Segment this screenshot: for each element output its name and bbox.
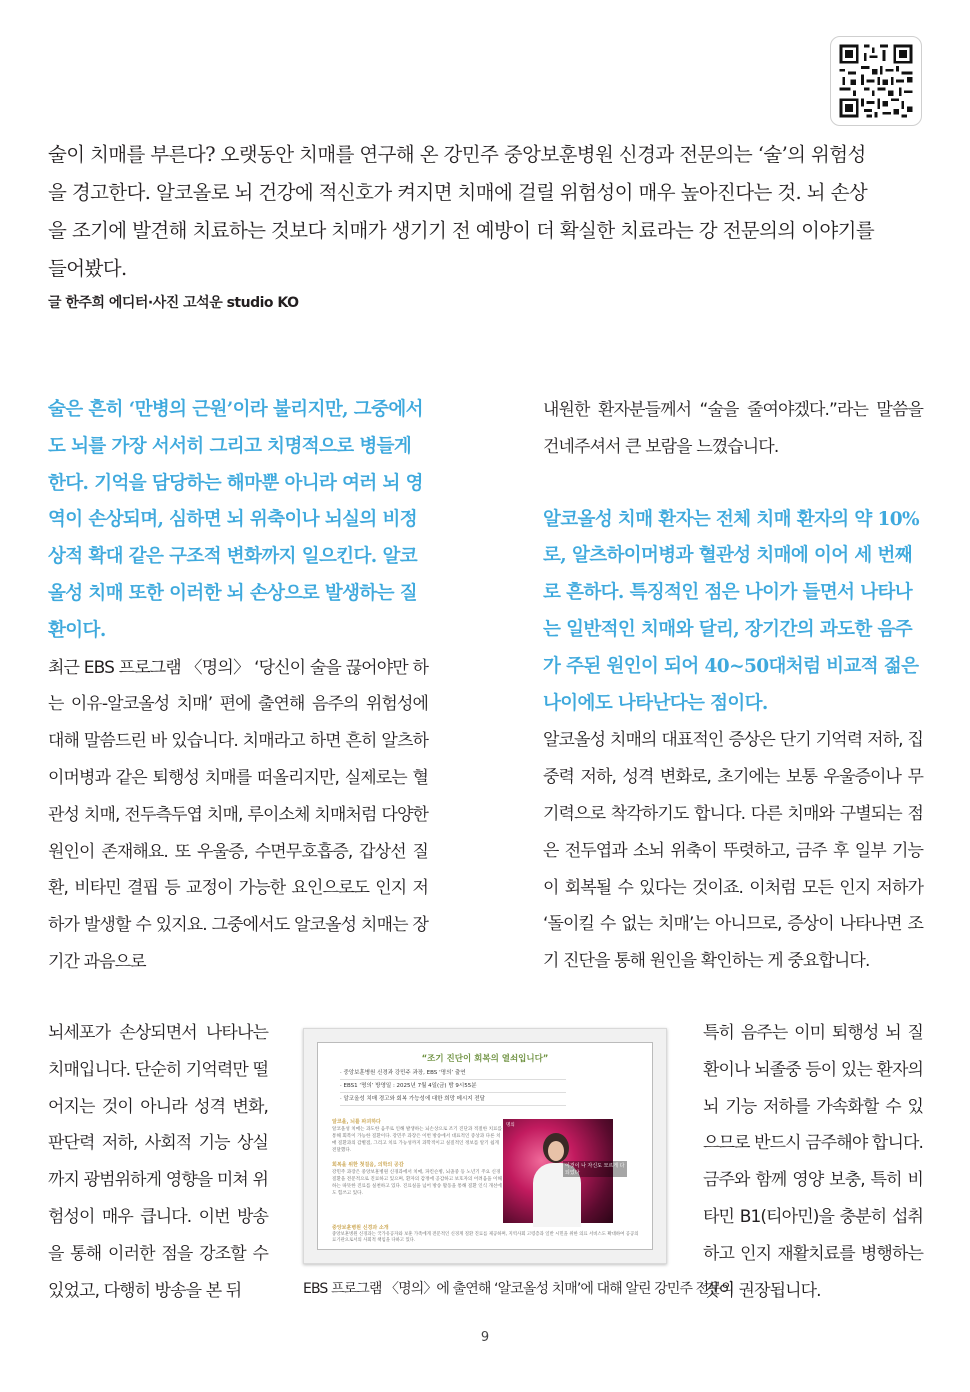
page-number: 9 xyxy=(480,1330,490,1345)
poster-info-item: · EBS1 ‘명의’ 방영일 : 2025년 7월 4일(금) 밤 9시55분 xyxy=(340,1080,566,1093)
poster-block-title: 중앙보훈병원 신경과 소개 xyxy=(332,1225,389,1231)
qr-code-icon xyxy=(837,42,915,120)
poster-block-title: 회복을 위한 첫걸음, 의학의 공감 xyxy=(332,1162,404,1168)
poster-bottom-block xyxy=(332,1225,642,1245)
byline: 글 한주희 에디터·사진 고석운 studio KO xyxy=(48,295,299,311)
framed-poster-photo xyxy=(303,1028,667,1264)
intro-paragraph: 술이 치매를 부른다? 오랫동안 치매를 연구해 온 강민주 중앙보훈병원 신경과 전문의는 ‘술’의 위험성을 경고한다. 알코올로 뇌 건강에 적신호가 켜지면 치매에 걸릴 위험성이 매우 높아진다는 것. 뇌 손상을 조기에 발견해 치료하는 것보다 치매가 생기기 전 예방이 더 확실한 치료라는 강 전문의의 이야기를 들어봤다. xyxy=(48,143,875,280)
poster-block-text: 알코올성 치매는 과도한 음주로 인해 발생하는 뇌손상으로 조기 진단과 적절한 치료를 통해 회복이 가능한 질환이다. 강민주 과장은 이번 방송에서 대표적인 증상과 다른 치매 질환과의 감별점, 그리고 치료 가능성까지 과학적이고 실질적인 정보를 알기 쉽게 전달했다. xyxy=(332,1127,502,1153)
poster xyxy=(317,1042,653,1250)
poster-info-list xyxy=(340,1067,566,1106)
right-highlight-quote: 알코올성 치매 환자는 전체 치매 환자의 약 10%로, 알츠하이머병과 혈관성 치매에 이어 세 번째로 흔하다. 특징적인 점은 나이가 들면서 나타나는 일반적인 치매와 달리, 장기간의 과도한 음주가 주된 원인이 되어 40~50대처럼 비교적 젊은 나이에도 나타난다는 점이다. xyxy=(543,508,920,714)
poster-info-item: · 중앙보훈병원 신경과 강민주 과장, EBS ‘명의’ 출연 xyxy=(340,1067,566,1080)
left-wrap-text: 뇌세포가 손상되면서 나타나는 치매입니다. 단순히 기억력만 떨어지는 것이 아니라 성격 변화, 판단력 저하, 사회적 기능 상실까지 광범위하게 영향을 미쳐 위험성이 매우 큽니다. 이번 방송을 통해 이러한 점을 강조할 수 있었고, 다행히 방송을 본 뒤 xyxy=(48,1023,268,1301)
tv-program-logo: 명의 xyxy=(506,1123,515,1128)
poster-block-title: 알코올, 뇌를 파괴하다 xyxy=(332,1119,381,1125)
photo-caption: EBS 프로그램 〈명의〉에 출연해 ‘알코올성 치매’에 대해 알린 강민주 전문의 xyxy=(303,1281,734,1297)
right-wrap-text: 특히 음주는 이미 퇴행성 뇌 질환이나 뇌졸중 등이 있는 환자의 뇌 기능 저하를 가속화할 수 있으므로 반드시 금주해야 합니다. 금주와 함께 영양 보충, 특히 비타민 B1(티아민)을 충분히 섭취하고 인지 재활치료를 병행하는 것이 권장됩니다. xyxy=(703,1023,923,1301)
left-column xyxy=(48,392,428,981)
right-body-text: 알코올성 치매의 대표적인 증상은 단기 기억력 저하, 집중력 저하, 성격 변화로, 초기에는 보통 우울증이나 무기력으로 착각하기도 합니다. 다른 치매와 구별되는 점은 전두엽과 소뇌 위축이 뚜렷하고, 금주 후 일부 기능이 회복될 수 있다는 것이죠. 이처럼 모든 인지 저하가 ‘돌이킬 수 없는 치매’는 아니므로, 증상이 나타나면 조기 진단을 통해 원인을 확인하는 게 중요합니다. xyxy=(543,730,923,972)
doctor-face xyxy=(548,1141,564,1161)
poster-info-item: · 알코올성 치매 경고와 회복 가능성에 대한 희망 메시지 전달 xyxy=(340,1093,566,1106)
poster-text-blocks xyxy=(332,1119,502,1197)
left-highlight-quote: 술은 흔히 ‘만병의 근원’이라 불리지만, 그중에서도 뇌를 가장 서서히 그리고 치명적으로 병들게 한다. 기억을 담당하는 해마뿐 아니라 여러 뇌 영역이 손상되며, 심하면 뇌 위축이나 뇌실의 비정상적 확대 같은 구조적 변화까지 일으킨다. 알코올성 치매 또한 이러한 뇌 손상으로 발생하는 질환이다. xyxy=(48,399,423,641)
right-body-top: 내원한 환자분들께서 “술을 줄여야겠다.”라는 말씀을 건네주셔서 큰 보람을 느꼈습니다. xyxy=(543,400,923,457)
tv-screenshot xyxy=(503,1119,625,1223)
right-column xyxy=(543,392,923,980)
poster-block-text: 중앙보훈병원 신경과는 국가유공자와 보훈 가족에게 전문적인 신경계 질환 진료를 제공하며, 지역사회 고령층과 일반 시민을 위한 의료 서비스도 확대하여 공공의료기관으로서의 사회적 책임을 다하고 있다. xyxy=(332,1231,639,1243)
qr-code[interactable] xyxy=(830,36,922,126)
poster-block-text: 강민주 과장은 중앙보훈병원 신경과에서 치매, 파킨슨병, 뇌졸중 등 노년기 주요 신경질환을 전문적으로 진료하고 있으며, 환자의 감정에 공감하고 보호자의 어려움을 이해하는 따뜻한 진료를 실천하고 있다. 진료실을 넘어 방송 활동을 통해 질환 인식 개선에도 힘쓰고 있다. xyxy=(332,1170,502,1196)
poster-title: “조기 진단이 회복의 열쇠입니다” xyxy=(421,1054,549,1064)
left-body-text: 최근 EBS 프로그램 〈명의〉 ‘당신이 술을 끊어야만 하는 이유-알코올성 치매’ 편에 출연해 음주의 위험성에 대해 말씀드린 바 있습니다. 치매라고 하면 흔히 알츠하이머병과 같은 퇴행성 치매를 떠올리지만, 실제로는 혈관성 치매, 전두측두엽 치매, 루이소체 치매처럼 다양한 원인이 존재해요. 또 우울증, 수면무호흡증, 갑상선 질환, 비타민 결핍 등 교정이 가능한 요인으로도 인지 저하가 발생할 수 있지요. 그중에서도 알코올성 치매는 장기간 과음으로 xyxy=(48,657,428,972)
tv-subtitle: 이것이 나 자신도 모르게 다 되었다 xyxy=(563,1161,627,1177)
